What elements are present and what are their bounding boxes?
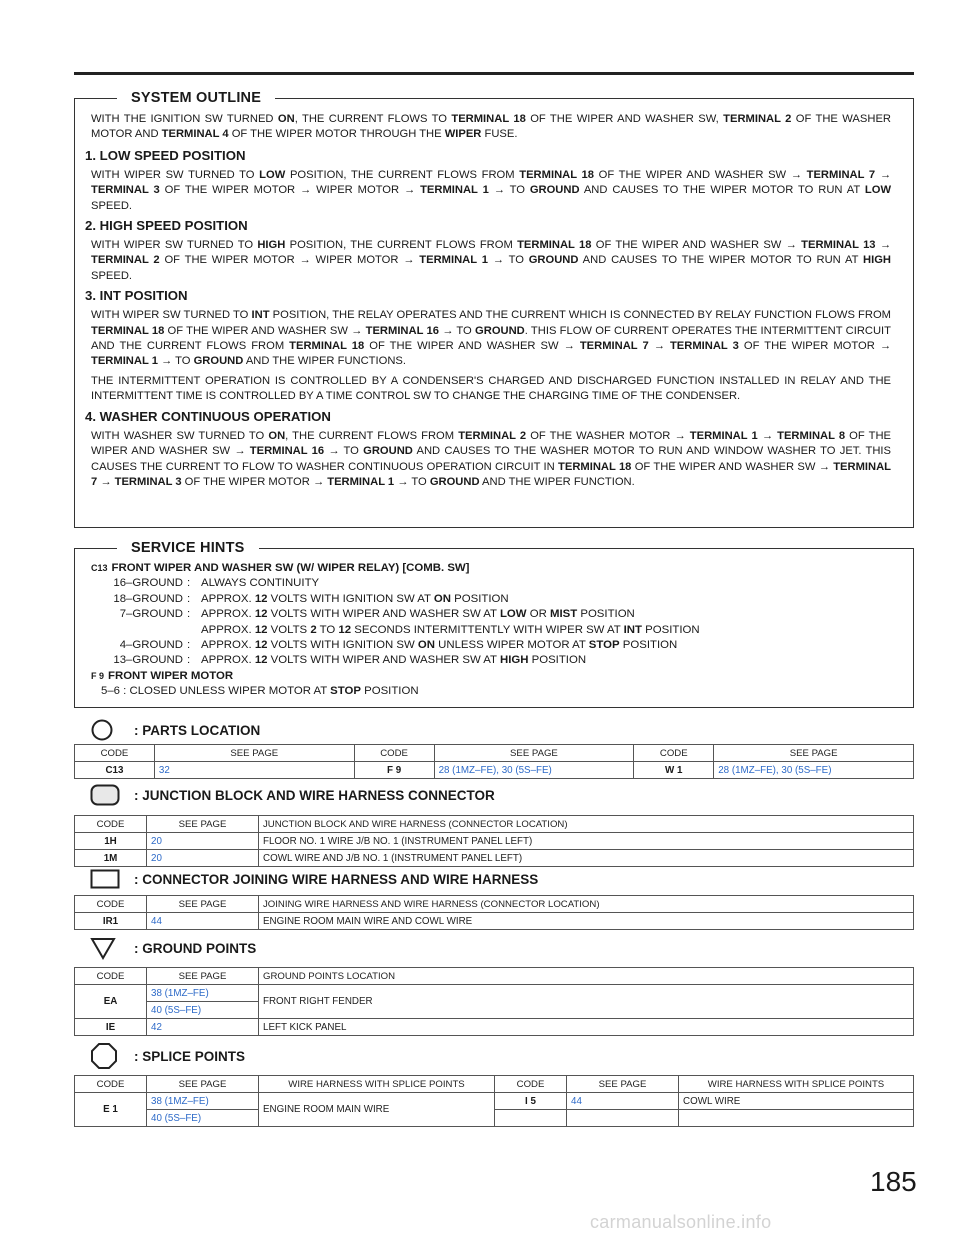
hint-colon: : [187,577,191,590]
splice-code: E 1 [75,1093,147,1127]
col-see-page: SEE PAGE [147,968,259,985]
outline-section-body [91,238,891,284]
hint-row [91,623,897,638]
hint-text: ALWAYS CONTINUITY [201,577,320,590]
table-row [75,1019,914,1036]
outline-paragraph: WITH WASHER SW TURNED TO ON, THE CURRENT FLOWS FROM TERMINAL 2 OF THE WASHER MOTOR → TERMINAL 1 → TERMINAL 8 OF THE WIPER AND WASHER SW → TERMINAL 16 → TO GROUND AND CAUSES TO THE WASHER MOTOR TO RUN AND WINDOW WASHER TO JET. THIS CAUSES THE CURRENT TO FLOW TO WASHER CONTINUOUS OPERATION CIRCUIT IN TERMINAL 18 OF THE WIPER AND WASHER SW → TERMINAL 7 → TERMINAL 3 OF THE WIPER MOTOR → TERMINAL 1 → TO GROUND AND THE WIPER FUNCTION. [91,429,892,488]
table-row [75,1093,914,1110]
table-row [75,762,914,779]
splice-table [74,1075,914,1127]
connector-heading [90,868,538,890]
outline-section-title: 2. HIGH SPEED POSITION [85,218,248,234]
parts-location-heading [90,718,260,742]
hint-term: 18–GROUND [113,592,183,605]
ground-label: : GROUND POINTS [134,940,257,956]
col-location: JUNCTION BLOCK AND WIRE HARNESS (CONNECTOR LOCATION) [259,816,914,833]
junction-heading [90,784,495,806]
table-header-row [75,1076,914,1093]
jb-page-link[interactable]: 20 [147,833,259,850]
page-number: 185 [870,1166,917,1197]
jb-code: 1M [75,850,147,867]
ground-page-link[interactable]: 42 [147,1019,259,1036]
col-see-page: SEE PAGE [147,896,259,913]
ground-desc: FRONT RIGHT FENDER [259,985,914,1019]
jb-code: 1H [75,833,147,850]
col-splice: WIRE HARNESS WITH SPLICE POINTS [259,1076,495,1093]
col-code: CODE [634,745,714,762]
outline-section-body [91,168,891,214]
hint-term: 16–GROUND [113,577,183,590]
part-code: W 1 [634,762,714,779]
conn-page-link[interactable]: 44 [147,913,259,930]
hint-text: APPROX. 12 VOLTS 2 TO 12 SECONDS INTERMITTENTLY WITH WIPER SW AT INT POSITION [201,623,700,636]
outline-section-title: 4. WASHER CONTINUOUS OPERATION [85,408,331,424]
part-page-link[interactable]: 28 (1MZ–FE), 30 (5S–FE) [434,762,634,779]
jb-desc: FLOOR NO. 1 WIRE J/B NO. 1 (INSTRUMENT PANEL LEFT) [259,833,914,850]
hint-colon: : [187,654,191,667]
hint-c13-heading [91,561,897,576]
system-outline-title: SYSTEM OUTLINE [117,88,275,108]
outline-paragraph: WITH WIPER SW TURNED TO LOW POSITION, THE CURRENT FLOWS FROM TERMINAL 18 OF THE WIPER AND WASHER SW → TERMINAL 7 → TERMINAL 3 OF THE WIPER MOTOR → WIPER MOTOR → TERMINAL 1 → TO GROUND AND CAUSES TO THE WIPER MOTOR TO RUN AT LOW SPEED. [91,168,892,212]
hint-f9-title: FRONT WIPER MOTOR [108,669,234,682]
hint-text: APPROX. 12 VOLTS WITH IGNITION SW AT ON POSITION [201,592,509,605]
col-code: CODE [495,1076,567,1093]
splice-page-link[interactable]: 44 [567,1093,679,1110]
part-code: C13 [75,762,155,779]
parts-location-table [74,744,914,779]
outline-section-body [91,429,891,491]
col-splice: WIRE HARNESS WITH SPLICE POINTS [679,1076,914,1093]
ground-code: IE [75,1019,147,1036]
col-see-page: SEE PAGE [154,745,354,762]
ground-code: EA [75,985,147,1019]
hint-text: APPROX. 12 VOLTS WITH WIPER AND WASHER SW AT LOW OR MIST POSITION [201,608,635,621]
rectangle-icon [90,868,120,890]
octagon-icon [90,1042,118,1070]
conn-desc: ENGINE ROOM MAIN WIRE AND COWL WIRE [259,913,914,930]
table-row [75,833,914,850]
splice-page-link[interactable]: 38 (1MZ–FE) [147,1093,259,1110]
parts-location-label: : PARTS LOCATION [134,722,261,738]
col-code: CODE [75,1076,147,1093]
hint-term [91,623,187,638]
junction-label: : JUNCTION BLOCK AND WIRE HARNESS CONNECTOR [134,787,495,803]
hint-rows [91,576,897,668]
hint-c13-code: C13 [91,563,108,573]
hint-text: APPROX. 12 VOLTS WITH IGNITION SW ON UNLESS WIPER MOTOR AT STOP POSITION [201,639,678,652]
hint-row [91,576,897,591]
connector-table [74,895,914,930]
outline-section-title: 3. INT POSITION [85,288,188,304]
table-row [75,850,914,867]
circle-icon [90,718,114,742]
outline-paragraph: WITH WIPER SW TURNED TO INT POSITION, THE RELAY OPERATES AND THE CURRENT WHICH IS CONNECTED BY RELAY FUNCTION FLOWS FROM TERMINAL 18 OF THE WIPER AND WASHER SW → TERMINAL 16 → TO GROUND. THIS FLOW OF CURRENT OPERATES THE INTERMITTENT CIRCUIT AND THE CURRENT FLOWS FROM TERMINAL 18 OF THE WIPER AND WASHER SW → TERMINAL 7 → TERMINAL 3 OF THE WIPER MOTOR → TERMINAL 1 → TO GROUND AND THE WIPER FUNCTIONS. [91,309,892,368]
hint-colon: : [187,592,191,605]
table-row [75,1110,914,1127]
splice-desc: ENGINE ROOM MAIN WIRE [259,1093,495,1127]
hint-row [91,638,897,653]
hint-term: 13–GROUND [113,654,183,667]
col-see-page: SEE PAGE [567,1076,679,1093]
splice-desc: COWL WIRE [679,1093,914,1110]
service-hints-box [74,540,914,708]
jb-page-link[interactable]: 20 [147,850,259,867]
connector-label: : CONNECTOR JOINING WIRE HARNESS AND WIRE HARNESS [134,871,539,887]
table-header-row [75,896,914,913]
system-outline-box [74,90,914,528]
splice-page-link[interactable]: 40 (5S–FE) [147,1110,259,1127]
col-see-page: SEE PAGE [147,816,259,833]
col-see-page: SEE PAGE [434,745,634,762]
splice-heading [90,1042,245,1070]
hint-row [91,653,897,668]
outline-section-body [91,308,891,404]
jb-desc: COWL WIRE AND J/B NO. 1 (INSTRUMENT PANEL LEFT) [259,850,914,867]
part-code: F 9 [354,762,434,779]
hint-text: APPROX. 12 VOLTS WITH WIPER AND WASHER SW AT HIGH POSITION [201,654,587,667]
col-location: GROUND POINTS LOCATION [259,968,914,985]
outline-paragraph: WITH WIPER SW TURNED TO HIGH POSITION, THE CURRENT FLOWS FROM TERMINAL 18 OF THE WIPER AND WASHER SW → TERMINAL 13 → TERMINAL 2 OF THE WIPER MOTOR → WIPER MOTOR → TERMINAL 1 → TO GROUND AND CAUSES TO THE WIPER MOTOR TO RUN AT HIGH SPEED. [91,239,892,282]
ground-table [74,967,914,1036]
junction-table [74,815,914,867]
part-page-link[interactable]: 28 (1MZ–FE), 30 (5S–FE) [714,762,914,779]
triangle-icon [90,936,116,960]
table-row [75,985,914,1002]
hint-term: 7–GROUND [119,608,183,621]
hint-row [91,592,897,607]
watermark: carmanualsonline.info [590,1212,772,1232]
col-location: JOINING WIRE HARNESS AND WIRE HARNESS (CONNECTOR LOCATION) [259,896,914,913]
table-row [75,913,914,930]
hint-row [91,607,897,622]
empty-cell [567,1110,679,1127]
splice-label: : SPLICE POINTS [134,1048,246,1064]
ground-desc: LEFT KICK PANEL [259,1019,914,1036]
hint-term: 4–GROUND [119,639,183,652]
col-code: CODE [75,896,147,913]
empty-cell [495,1110,567,1127]
outline-intro: WITH THE IGNITION SW TURNED ON, THE CURRENT FLOWS TO TERMINAL 18 OF THE WIPER AND WASHER SW, TERMINAL 2 OF THE WASHER MOTOR AND TERMINAL 4 OF THE WIPER MOTOR THROUGH THE WIPER FUSE. [91,113,891,141]
part-page-link[interactable]: 32 [154,762,354,779]
table-header-row [75,968,914,985]
hint-colon: : [187,639,191,652]
col-code: CODE [75,968,147,985]
outline-section-title: 1. LOW SPEED POSITION [85,147,246,163]
hint-f9-code: F 9 [91,670,105,681]
outline-paragraph: THE INTERMITTENT OPERATION IS CONTROLLED BY A CONDENSER'S CHARGED AND DISCHARGED FUNCTION INSTALLED IN RELAY AND THE INTERMITTENT TIME IS CONTROLLED BY A TIME CONTROL SW TO CHANGE THE CHARGING TIME OF THE CONDENSER. [91,374,891,403]
conn-code: IR1 [75,913,147,930]
ground-page-link[interactable]: 40 (5S–FE) [147,1002,259,1019]
top-rule [74,72,914,75]
ground-page-link[interactable]: 38 (1MZ–FE) [147,985,259,1002]
ground-heading [90,936,256,960]
service-hints-title: SERVICE HINTS [117,538,259,558]
table-header-row [75,816,914,833]
col-code: CODE [75,745,155,762]
col-code: CODE [354,745,434,762]
col-see-page: SEE PAGE [714,745,914,762]
hint-c13-title: FRONT WIPER AND WASHER SW (W/ WIPER RELAY) [COMB. SW] [111,562,470,574]
hint-colon: : [187,608,191,621]
rounded-rect-icon [90,784,120,806]
table-header-row [75,745,914,762]
col-code: CODE [75,816,147,833]
hint-f9-heading [91,669,897,684]
empty-cell [679,1110,914,1127]
outline-sections [85,147,892,491]
hint-colon [187,623,197,638]
splice-code: I 5 [495,1093,567,1110]
hint-f9-line: 5–6 : CLOSED UNLESS WIPER MOTOR AT STOP POSITION [101,685,419,698]
col-see-page: SEE PAGE [147,1076,259,1093]
